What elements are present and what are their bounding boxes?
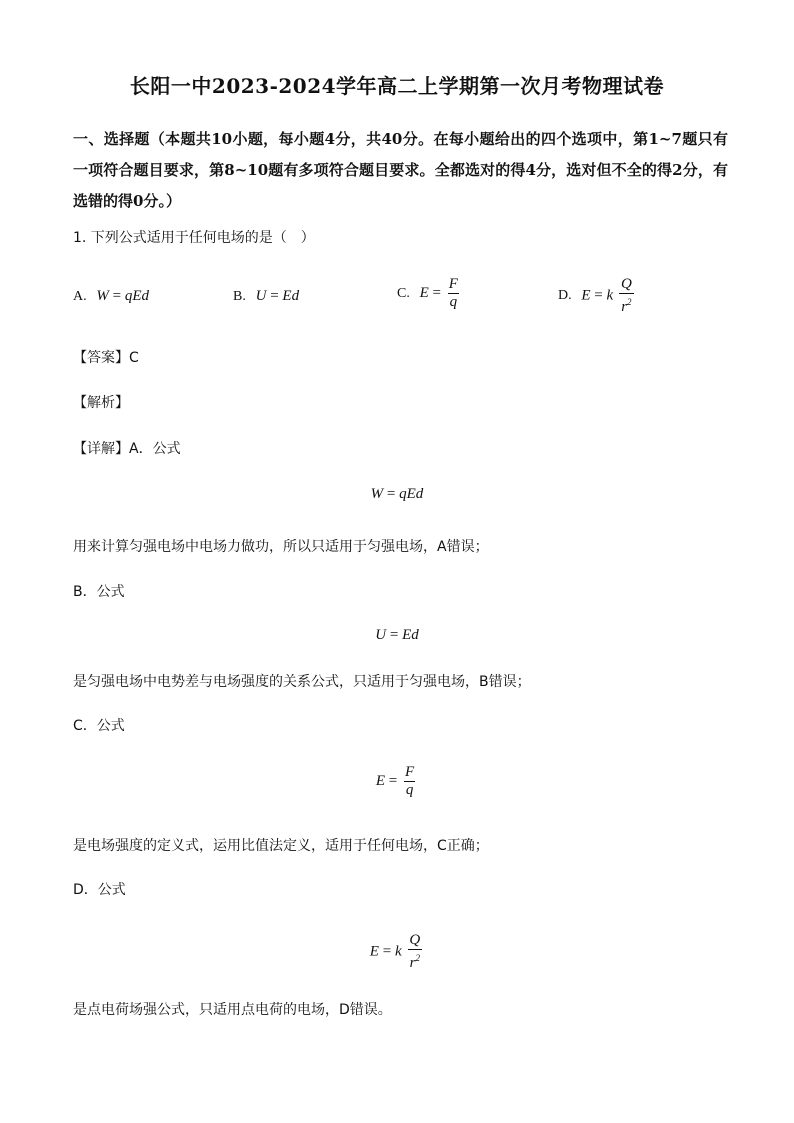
option-c-lhs: E [419, 284, 429, 301]
option-d-den-exponent: 2 [627, 297, 632, 307]
equals-sign: = [112, 288, 122, 304]
formula-b-rhs: Ed [402, 627, 419, 643]
option-d-label: D. [558, 288, 572, 304]
detail-line: 【详解】A．公式 [73, 441, 181, 457]
option-d-den-base: r [621, 299, 628, 315]
option-d [558, 276, 636, 316]
formula-c-fraction [403, 764, 416, 799]
option-b-lhs: U [255, 288, 267, 304]
part-b-label: B．公式 [73, 584, 125, 600]
option-a-rhs: qEd [124, 288, 150, 304]
option-d-lhs: E [581, 287, 591, 304]
equals-sign: = [388, 772, 398, 789]
explain-c: 是电场强度的定义式，运用比值法定义，适用于任何电场，C正确； [73, 838, 489, 854]
formula-c-lhs: E [375, 772, 386, 789]
option-d-denominator [619, 293, 633, 316]
formula-a-lhs: W [370, 486, 384, 502]
option-b [233, 288, 299, 305]
equals-sign: = [432, 284, 441, 301]
formula-d-numerator: Q [409, 932, 421, 948]
document-title: 长阳一中2023-2024学年高二上学期第一次月考物理试卷 [129, 74, 665, 98]
formula-d-den-base: r [409, 955, 416, 971]
explain-a: 用来计算匀强电场中电场力做功，所以只适用于匀强电场，A错误； [73, 539, 489, 555]
option-d-numerator: Q [620, 276, 632, 292]
option-c-fraction [447, 276, 460, 311]
option-c-denominator: q [449, 294, 458, 310]
option-d-fraction [619, 276, 634, 316]
equals-sign: = [594, 287, 603, 304]
equals-sign: = [389, 627, 399, 643]
option-b-label: B. [233, 289, 246, 304]
equals-sign: = [386, 486, 396, 502]
option-d-coef: k [606, 287, 614, 304]
formula-b [0, 627, 794, 644]
equals-sign: = [382, 943, 392, 960]
formula-d-coef: k [394, 943, 402, 960]
option-a [73, 288, 149, 305]
formula-b-lhs: U [375, 627, 387, 643]
option-a-lhs: W [96, 288, 109, 304]
formula-d-fraction [407, 932, 422, 972]
answer-line: 【答案】C [73, 350, 139, 366]
option-a-label: A. [73, 289, 87, 304]
question-1: 1. 下列公式适用于任何电场的是（ ） [73, 230, 315, 246]
option-c [397, 276, 462, 311]
section-heading: 一、选择题（本题共10小题，每小题4分，共40分。在每小题给出的四个选项中，第1~7题只有一项符合题目要求，第8~10题有多项符合题目要求。全都选对的得4分，选对但不全的得2分，有选错的得0分。） [73, 130, 728, 210]
formula-d-denominator [408, 949, 422, 972]
formula-d [0, 932, 794, 972]
formula-a [0, 486, 794, 503]
formula-d-den-exponent: 2 [415, 953, 420, 963]
part-d-label: D．公式 [73, 882, 126, 898]
formula-c [0, 764, 794, 799]
analysis-line: 【解析】 [73, 395, 129, 411]
formula-d-lhs: E [369, 943, 379, 960]
part-c-label: C．公式 [73, 718, 125, 734]
formula-a-rhs: qEd [399, 486, 424, 502]
formula-c-numerator: F [404, 764, 415, 780]
explain-b: 是匀强电场中电势差与电场强度的关系公式，只适用于匀强电场，B错误； [73, 674, 531, 690]
formula-c-denominator: q [405, 782, 414, 798]
option-c-numerator: F [448, 276, 458, 292]
equals-sign: = [270, 288, 279, 304]
option-c-label: C. [397, 285, 410, 301]
option-b-rhs: Ed [282, 288, 300, 304]
explain-d: 是点电荷场强公式，只适用点电荷的电场，D错误。 [73, 1002, 392, 1018]
